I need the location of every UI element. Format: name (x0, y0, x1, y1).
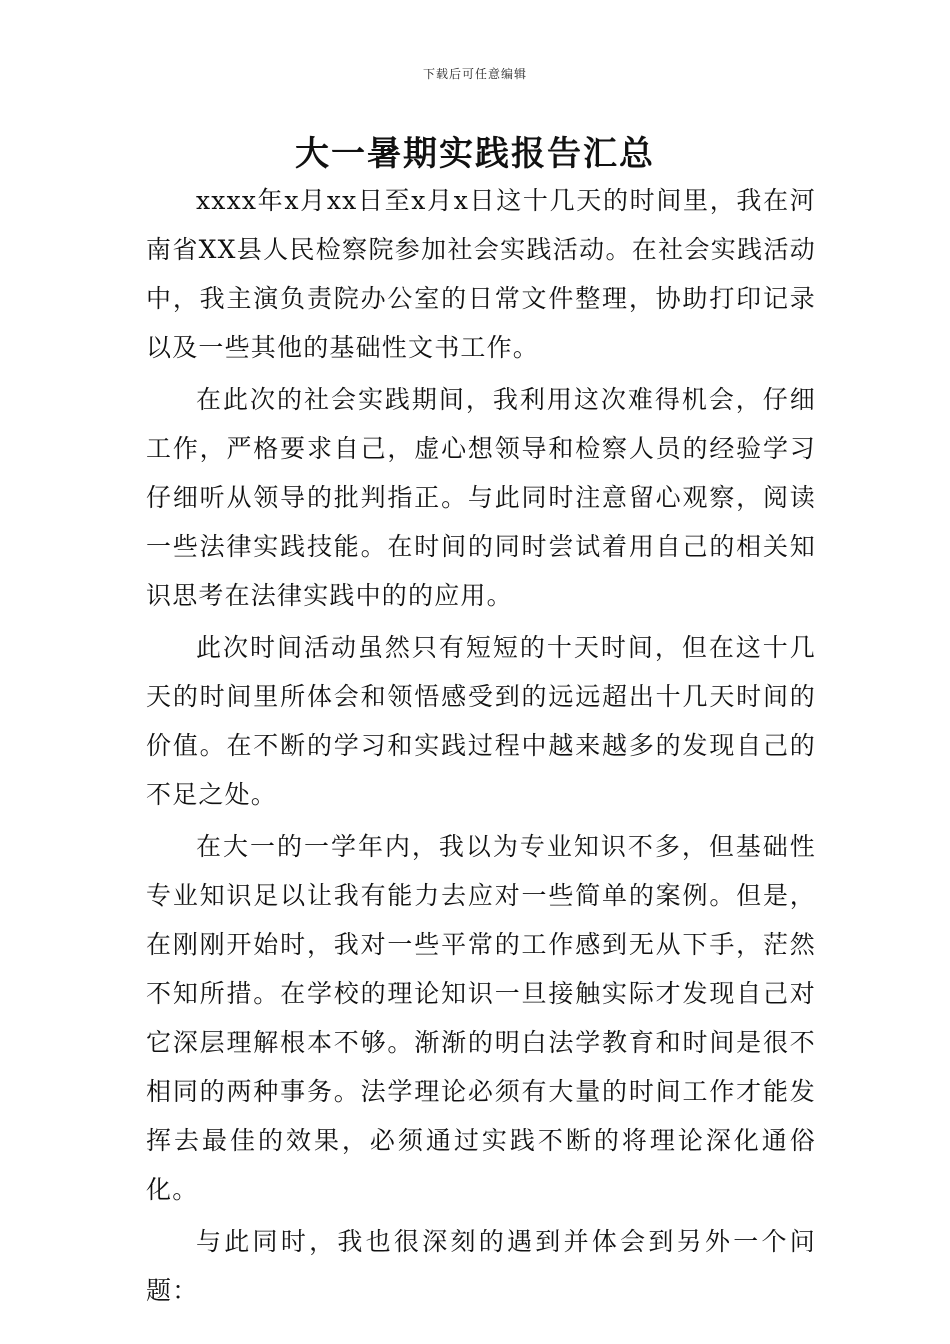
paragraph-2: 在此次的社会实践期间，我利用这次难得机会，仔细工作，严格要求自己，虚心想领导和检察人员的经验学习仔细听从领导的批判指正。与此同时注意留心观察，阅读一些法律实践技能。在时间的同时尝试着用自己的相关知识思考在法律实践中的的应用。 (146, 385, 816, 610)
download-editable-note: 下载后可任意编辑 (422, 67, 527, 81)
paragraph-4: 在大一的一学年内，我以为专业知识不多，但基础性专业知识足以让我有能力去应对一些简单的案例。但是，在刚刚开始时，我对一些平常的工作感到无从下手，茫然不知所措。在学校的理论知识一旦接触实际才发现自己对它深层理解根本不够。渐渐的明白法学教育和时间是很不相同的两种事务。法学理论必须有大量的时间工作才能发挥去最佳的效果，必须通过实践不断的将理论深化通俗化。 (146, 832, 816, 1204)
document-body (146, 176, 816, 1318)
paragraph-5: 与此同时，我也很深刻的遇到并体会到另外一个问题： (146, 1227, 816, 1305)
paragraph-1: xxxx年x月xx日至x月x日这十几天的时间里，我在河南省XX县人民检察院参加社会实践活动。在社会实践活动中，我主演负责院办公室的日常文件整理，协助打印记录以及一些其他的基础性文书工作。 (146, 186, 816, 362)
paragraph-3: 此次时间活动虽然只有短短的十天时间，但在这十几天的时间里所体会和领悟感受到的远远超出十几天时间的价值。在不断的学习和实践过程中越来越多的发现自己的不足之处。 (146, 633, 816, 809)
document-title: 大一暑期实践报告汇总 (295, 134, 655, 174)
